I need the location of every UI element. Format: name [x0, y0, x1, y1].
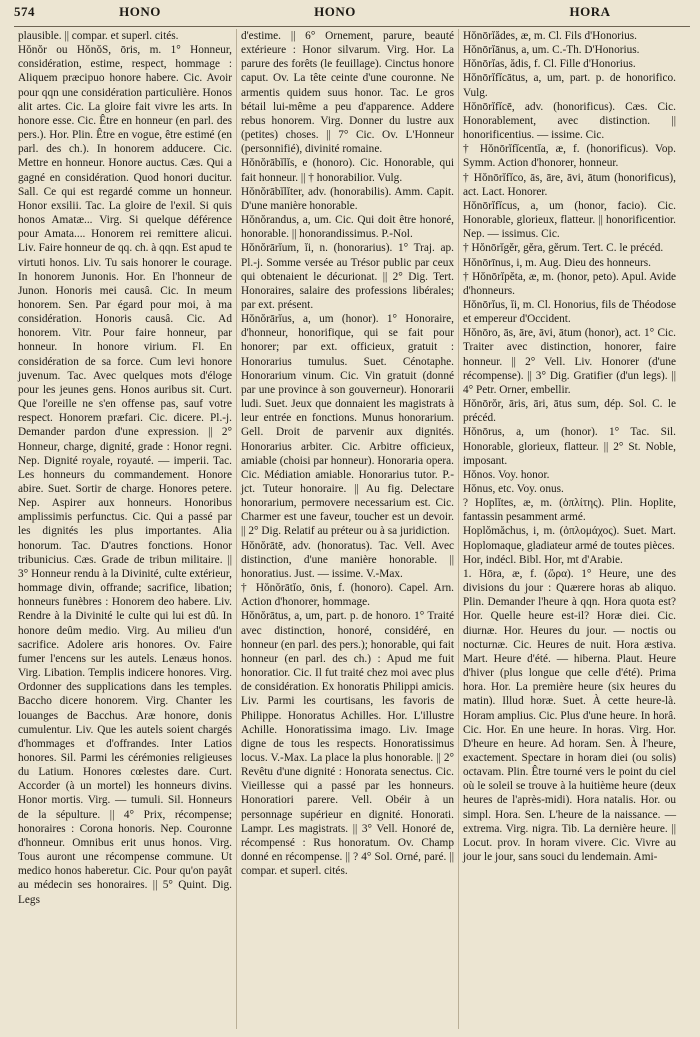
- column-middle-text: d'estime. || 6° Ornement, parure, beauté extérieure : Honor silvarum. Virg. Hor. La parure des forêts (le feuillage). Cinctus honore caput. Ov. La tête ceinte d'une couronne. Ne armentis quidem suus honor. Tac. Le gros bétail lui-même a peu d'apparence. Addere rebus honorem. Virg. Donner du lustre aux (petites) choses. || 7° Cic. Ov. L'Honneur (personnifié), divinité romaine. Hŏnŏrābĭlĭs, e (honoro). Cic. Honorable, qui fait honneur. || † honorabilior. Vulg. Hŏnŏrābĭlĭter, adv. (honorabilis). Amm. Capit. D'une manière honorable. Hŏnŏrandus, a, um. Cic. Qui doit être honoré, honorable. || honorandissimus. P.-Nol. Hŏnŏrārĭum, ĭi, n. (honorarius). 1° Traj. ap. Pl.-j. Somme versée au Trésor public par ceux qui obtenaient le décurionat. || 2° Dig. Tert. Honoraires, salaire des professions libérales; par ext. présent. Hŏnŏrārĭus, a, um (honor). 1° Honoraire, d'honneur, honorifique, qui se fait pour honorer; par ext. officieux, gratuit : Honorarius tumulus. Suet. Cénotaphe. Honorarium vinum. Cic. Vin gratuit (donné par une province à son gouverneur). Honorarii ludi. Suet. Jeux que donnaient les magistrats à leur entrée en fonctions. Munus honorarium. Gell. Droit de parvenir aux dignités. Honorarius arbiter. Cic. Arbitre officieux, amiable (choisi par honneur). Honoraria opera. Cic. Médiation amiable. Honorarius tutor. P.-jct. Tuteur honoraire. || Au fig. Delectare honorarium, permovere necessarium est. Cic. Charmer est une faveur, toucher est un devoir. || 2° Dig. Relatif au préteur ou à sa juridiction. Hŏnŏrātē, adv. (honoratus). Tac. Vell. Avec distinction, d'une manière honorable. || honoratius. Just. — issime. V.-Max. † Hŏnŏrātĭo, ōnis, f. (honoro). Capel. Arn. Action d'honorer, hommage. Hŏnŏrātus, a, um, part. p. de honoro. 1° Traité avec distinction, honoré, considéré, en honneur (en parl. des pers.); honorable, qui fait honneur (en parl. des ch.) : Apud me fuit honoratior. Cic. Il fut traité chez moi avec plus de considération. Ex honoratis Philippi amicis. Liv. Parmi les courtisans, les favoris de Philippe. Honoratus Achilles. Hor. L'illustre Achille. Honoratissima imago. Liv. Image digne de tous les respects. Honoratissimus locus. V.-Max. La place la plus honorable. || 2° Revêtu d'une dignité : Honorata senectus. Cic. Vieillesse qui a passé par les honneurs. Honoratiori parere. Vell. Obéir à un personnage supérieur en dignité. Honorati. Lampr. Les magistrats. || 3° Vell. Honoré de, récompensé : Rus honoratum. Ov. Champ donné en récompense. || ? 4° Sol. Orné, paré. || compar. et superl. cités.: [241, 30, 454, 878]
- text-columns: [14, 29, 690, 1029]
- header-word-right: HORA: [569, 4, 611, 19]
- column-middle: [236, 29, 458, 1029]
- column-left: [14, 29, 236, 1029]
- column-right-text: Hŏnōrĭădes, æ, m. Cl. Fils d'Honorius. Hŏnōrĭānus, a, um. C.-Th. D'Honorius. Hŏnōrĭas, ădis, f. Cl. Fille d'Honorius. Hŏnōrĭfĭcātus, a, um, part. p. de honorifico. Vulg. Hŏnōrĭfĭcē, adv. (honorificus). Cæs. Cic. Honorablement, avec distinction. || honorificentius. — issime. Cic. † Hŏnōrĭfĭcentĭa, æ, f. (honorificus). Vop. Symm. Action d'honorer, honneur. † Hŏnōrĭfĭco, ās, āre, āvi, ātum (honorificus), act. Lact. Honorer. Hŏnōrĭfĭcus, a, um (honor, facio). Cic. Honorable, glorieux, flatteur. || honorificentior. Nep. — issimus. Cic. † Hŏnōrĭgĕr, gĕra, gĕrum. Tert. C. le précéd. Hŏnōrīnus, i, m. Aug. Dieu des honneurs. † Hŏnōrĭpĕta, æ, m. (honor, peto). Apul. Avide d'honneurs. Hŏnōrĭus, ĭi, m. Cl. Honorius, fils de Théodose et empereur d'Occident. Hŏnōro, ās, āre, āvi, ātum (honor), act. 1° Cic. Traiter avec distinction, honorer, faire honneur. || 2° Vell. Liv. Honorer (d'une récompense). || 3° Dig. Gratifier (d'un legs). || 4° Petr. Orner, embellir. Hŏnōrŏr, āris, āri, ātus sum, dép. Sol. C. le précéd. Hŏnōrus, a, um (honor). 1° Tac. Sil. Honorable, glorieux, flatteur. || 2° St. Noble, imposant. Hŏnos. Voy. honor. Hŏnus, etc. Voy. onus. ? Hoplĭtes, æ, m. (ὁπλίτης). Plin. Hoplite, fantassin pesamment armé. Hoplŏmăchus, i, m. (ὁπλομάχος). Suet. Mart. Hoplomaque, gladiateur armé de toutes pièces. Hor, indécl. Bibl. Hor, mt d'Arabie. 1. Hōra, æ, f. (ὥρα). 1° Heure, une des divisions du jour : Quærere horas ab aliquo. Plin. Demander l'heure à qqn. Hora quota est? Hor. Quelle heure est-il? Horæ diei. Cic. diurnæ. Hor. Heures du jour. — noctis ou nocturnæ. Cic. Heures de nuit. Hora æstiva. Mart. Heure d'été. — hiberna. Plaut. Heure d'hiver (plus longue que celle d'été). Prima hora. Hor. La première heure (six heures du matin). Illud horæ. Suet. À cette heure-là. Horam amplius. Cic. Plus d'une heure. In horâ. Cic. Hor. En une heure. In horas. Virg. Hor. D'heure en heure. Ad horam. Sen. À l'heure, exactement. Spectare in horam diei (ou solis) octavam. Plin. Être tourné vers le point du ciel où le soleil se trouve à la huitième heure (deux heures de l'après-midi). Hora natalis. Hor. ou simpl. Hora. Sen. L'heure de la naissance. — extrema. Virg. nigra. Tib. La dernière heure. || Locut. prov. In horam vivere. Cic. Vivre au jour le jour, sans souci du lendemain. Ami-: [463, 30, 676, 864]
- column-left-text: plausible. || compar. et superl. cités. Hŏnŏr ou HŏnŏS, ōris, m. 1° Honneur, considération, estime, respect, hommage : Aliquem præcipuo honore habere. Cic. Avoir pour qqn une considération particulière. Honos alit artes. Cic. La gloire fait vivre les arts. In honore esse. Cic. Être en honneur (en parl. des pers.). Hor. Plin. Être en vogue, être estimé (en parl. des ch.). In honorem adducere. Cic. Mettre en honneur. Honore auctus. Cæs. Qui a gagné en considération. Quod honori ducitur. Sall. Ce qui est regardé comme un honneur. Honor exsilii. Tac. La gloire de l'exil. Si quis honos Amatæ... Virg. Si quelque déférence pour Amata.... Honorem rei remittere alicui. Liv. Faire honneur de qq. ch. à qqn. Est apud te virtuti honos. Liv. Tu sais honorer le courage. In honorem Junonis. Hor. En l'honneur de Junon. Honoris mei causâ. Cic. In meum honorem. Sen. Par égard pour moi, à ma considération. Honoris causâ. Cic. Ad honorem. Vitr. Pour faire honneur, par honneur. In honore virium. Fl. En considération de sa force. Cum levi honore juvenum. Tac. Avec quelques mots d'éloge pour les jeunes gens. Honos auribus sit. Curt. Que l'oreille ne s'en offense pas, sauf votre respect. Honorem præfari. Cic. dicere. Pl.-j. Demander pardon d'une expression. || 2° Honneur, charge, dignité, grade : Honor regni. Nep. Dignité royale, royauté. — imperii. Tac. Les honneurs du commandement. Honore abire. Suet. Sortir de charge. Honores petere. Nep. Aspirer aux honneurs. Honoribus amplissimis perfunctus. Cic. Qui a passé par les dignités les plus importantes. Alia honorum. Tac. D'autres fonctions. Honor tribunicius. Cæs. Grade de tribun militaire. || 3° Honneur rendu à la Divinité, culte extérieur, hommage divin, offrande; sacrifice, libation; honneurs funèbres : Honorem deo habere. Liv. Rendre à la Divinité le culte qui lui est dû. In honore deûm medio. Virg. Au milieu d'un sacrifice. Adolere aris honores. Ov. Faire fumer l'encens sur les autels. Lenæus honos. Virg. Libation. Templis indicere honores. Virg. Ordonner des supplications dans les temples. Baccho dicere honorem. Virg. Chanter les louanges de Bacchus. Aræ honore, donis cumulentur. Liv. Que les autels soient chargés d'hommages et d'offrandes. Inter Latios honores. Sil. Parmi les cérémonies religieuses du Latium. Honores cœlestes dare. Curt. Accorder (à un mortel) les honneurs divins. Honor mortis. Virg. — tumuli. Sil. Honneurs de la sépulture. || 4° Prix, récompense; honoraires : Corona honoris. Nep. Couronne d'honneur. Omnibus erit unus honos. Virg. Tous auront une récompense commune. Ut medico honos haberetur. Cic. Pour qu'on payât au médecin ses honoraires. || 5° Quint. Dig. Legs: [18, 30, 232, 906]
- running-header: [14, 4, 690, 27]
- page-number: 574: [14, 4, 35, 19]
- column-right: [458, 29, 680, 1029]
- header-word-left: HONO: [119, 4, 161, 19]
- header-word-center: HONO: [314, 4, 356, 19]
